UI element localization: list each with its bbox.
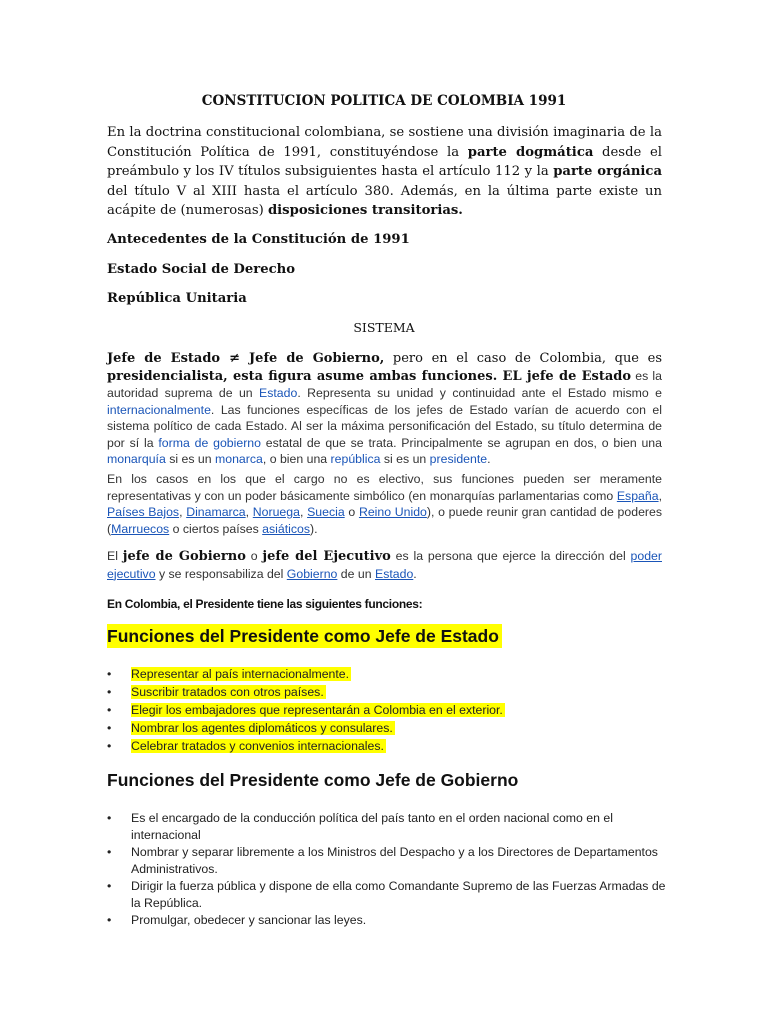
bold-term: jefe de Gobierno bbox=[122, 549, 246, 564]
list-item bbox=[107, 844, 667, 877]
list-item-text: Promulgar, obedecer y sancionar las leyes. bbox=[131, 913, 367, 927]
link-republica[interactable]: república bbox=[330, 452, 381, 466]
text-run: , bbox=[179, 505, 187, 519]
link-dinamarca[interactable]: Dinamarca bbox=[186, 505, 246, 519]
list-item bbox=[107, 701, 667, 719]
link-paises-bajos[interactable]: Países Bajos bbox=[107, 505, 180, 519]
text-run: El bbox=[107, 549, 123, 563]
text-run: si es un bbox=[165, 452, 216, 466]
text-run: o bbox=[344, 505, 359, 519]
link-presidente[interactable]: presidente bbox=[429, 452, 488, 466]
heading-sistema: SISTEMA bbox=[353, 320, 415, 335]
text-run: o ciertos países bbox=[169, 521, 263, 536]
bullet-icon: • bbox=[107, 703, 112, 717]
text-run: del título V al XIII hasta el artículo 380. Además, en la última parte existe un acápite de (numerosas) bbox=[107, 183, 662, 218]
bullet-icon: • bbox=[107, 913, 112, 927]
jefe-gobierno-functions-list bbox=[107, 810, 667, 930]
text-run: . bbox=[487, 452, 491, 466]
bullet-icon: • bbox=[107, 879, 112, 893]
text-run: o bbox=[245, 549, 263, 563]
text-run: ). bbox=[310, 521, 318, 536]
list-item bbox=[107, 912, 667, 929]
text-run: ), o puede reunir gran cantidad de poderes ( bbox=[107, 505, 662, 536]
bold-term: disposiciones transitorias. bbox=[267, 203, 463, 218]
bold-term: jefe del Ejecutivo bbox=[262, 549, 391, 564]
text-run: y se responsabiliza del bbox=[155, 566, 287, 581]
bold-term: parte orgánica bbox=[553, 164, 662, 179]
heading-estado-social: Estado Social de Derecho bbox=[107, 262, 296, 277]
list-item-text: Celebrar tratados y convenios internacionales. bbox=[131, 739, 384, 753]
link-gobierno[interactable]: Gobierno bbox=[286, 566, 338, 581]
text-run: En los casos en los que el cargo no es electivo, sus funciones pueden ser meramente representativas y con un poder básicamente simbólico (en monarquías parlamentarias como bbox=[107, 472, 662, 503]
heading-antecedentes: Antecedentes de la Constitución de 1991 bbox=[107, 232, 410, 247]
list-item-text: Nombrar los agentes diplomáticos y consulares. bbox=[131, 721, 393, 735]
list-item bbox=[107, 683, 667, 701]
bullet-icon: • bbox=[107, 845, 112, 859]
text-run: es la autoridad suprema de un bbox=[107, 368, 662, 400]
bullet-icon: • bbox=[107, 721, 112, 735]
intro-paragraph bbox=[107, 123, 662, 221]
bold-term: presidencialista, esta figura asume ambas funciones. EL jefe de Estado bbox=[107, 368, 632, 384]
list-item bbox=[107, 810, 667, 843]
bold-term: Jefe de Estado ≠ Jefe de Gobierno, bbox=[107, 351, 385, 366]
text-run: , bbox=[245, 505, 253, 519]
text-run: , o bien una bbox=[262, 452, 331, 466]
link-estado[interactable]: Estado bbox=[259, 386, 298, 400]
list-item bbox=[107, 665, 667, 683]
text-run: En la doctrina constitucional colombiana, se sostiene una división imaginaria de la Constitución Política de 1991, constituyéndose la bbox=[107, 125, 662, 160]
text-run: . Las funciones específicas de los jefes de Estado varían de acuerdo con el sistema político de cada Estado. Al ser la máxima personificación del Estado, su título determina de por sí la bbox=[107, 402, 662, 450]
list-item-text: Representar al país internacionalmente. bbox=[131, 667, 350, 681]
link-estado[interactable]: Estado bbox=[375, 566, 414, 581]
bold-term: parte dogmática bbox=[467, 144, 594, 160]
bullet-icon: • bbox=[107, 667, 112, 681]
list-item bbox=[107, 719, 667, 737]
link-noruega[interactable]: Noruega bbox=[252, 505, 300, 519]
text-run: . bbox=[413, 566, 417, 581]
bullet-icon: • bbox=[107, 685, 112, 699]
heading-jefe-gobierno: Funciones del Presidente como Jefe de Gobierno bbox=[107, 770, 519, 790]
jefe-estado-paragraph bbox=[107, 350, 662, 468]
link-marruecos[interactable]: Marruecos bbox=[111, 521, 170, 536]
bullet-icon: • bbox=[107, 811, 112, 825]
link-forma-de-gobierno[interactable]: forma de gobierno bbox=[158, 435, 261, 450]
link-suecia[interactable]: Suecia bbox=[307, 505, 345, 519]
list-item-text: Es el encargado de la conducción política del país tanto en el orden nacional como en el internacional bbox=[131, 811, 613, 842]
list-item-text: Elegir los embajadores que representarán a Colombia en el exterior. bbox=[131, 703, 503, 717]
link-internacionalmente[interactable]: internacionalmente bbox=[107, 402, 211, 417]
link-asiaticos[interactable]: asiáticos bbox=[262, 521, 311, 536]
document-title: CONSTITUCION POLITICA DE COLOMBIA 1991 bbox=[201, 93, 567, 109]
link-monarquia[interactable]: monarquía bbox=[107, 452, 166, 466]
text-run: de un bbox=[337, 566, 375, 581]
text-run: . Representa su unidad y continuidad ante el Estado mismo e bbox=[297, 386, 662, 400]
monarquias-paragraph bbox=[107, 471, 662, 537]
list-item bbox=[107, 737, 667, 755]
text-run: desde el preámbulo y los IV títulos subsiguientes hasta el artículo 112 y la bbox=[107, 144, 662, 179]
link-reino-unido[interactable]: Reino Unido bbox=[358, 505, 427, 519]
text-run: , bbox=[658, 488, 662, 503]
text-run: , bbox=[299, 505, 308, 519]
link-espana[interactable]: España bbox=[616, 488, 659, 503]
list-item bbox=[107, 878, 667, 911]
colombia-intro: En Colombia, el Presidente tiene las siguientes funciones: bbox=[107, 597, 423, 611]
heading-republica: República Unitaria bbox=[107, 291, 247, 306]
text-run: si es un bbox=[380, 452, 430, 466]
text-run: estatal de que se trata. Principalmente se agrupan en dos, o bien una bbox=[260, 435, 662, 450]
bullet-icon: • bbox=[107, 739, 112, 753]
jefe-gobierno-paragraph bbox=[107, 548, 662, 582]
link-poder-ejecutivo[interactable]: poder ejecutivo bbox=[107, 549, 662, 581]
list-item-text: Dirigir la fuerza pública y dispone de ella como Comandante Supremo de las Fuerzas Armadas de la República. bbox=[131, 879, 666, 910]
link-monarca[interactable]: monarca bbox=[215, 452, 263, 466]
jefe-estado-functions-list bbox=[107, 665, 667, 755]
heading-jefe-estado: Funciones del Presidente como Jefe de Estado bbox=[107, 624, 502, 648]
text-run: es la persona que ejerce la dirección del bbox=[390, 549, 631, 563]
list-item-text: Suscribir tratados con otros países. bbox=[131, 685, 324, 699]
list-item-text: Nombrar y separar libremente a los Ministros del Despacho y a los Directores de Departamentos Administrativos. bbox=[131, 845, 658, 876]
text-run: pero en el caso de Colombia, que es bbox=[384, 351, 662, 366]
